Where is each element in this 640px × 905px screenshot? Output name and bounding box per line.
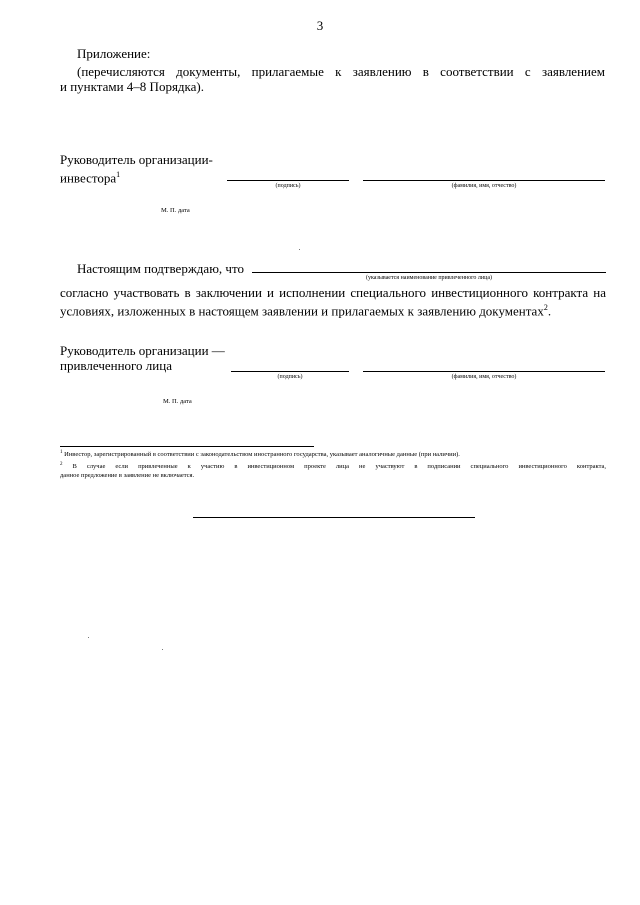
- attracted-entity-caption: (указывается наименование привлеченного лица): [365, 275, 493, 281]
- confirmation-line3-end: .: [547, 303, 552, 319]
- attracted-title-line2: привлеченного лица: [60, 358, 172, 373]
- investor-stamp-date: М. П. дата: [161, 207, 190, 214]
- investor-signature-caption: (подпись): [275, 183, 301, 189]
- attachment-text-line1: (перечисляются документы, прилагаемые к заявлению в соответствии с заявлением: [77, 64, 605, 79]
- investor-title-text: инвестора: [60, 170, 117, 186]
- footnote-1: [60, 448, 606, 459]
- investor-name-caption: (фамилия, имя, отчество): [451, 183, 517, 189]
- investor-footnote-ref: 1: [116, 170, 121, 179]
- scan-speck: [162, 649, 163, 650]
- footnote-2-mark: 2: [60, 462, 63, 467]
- attracted-name-caption: (фамилия, имя, отчество): [451, 374, 517, 380]
- investor-title-line1: Руководитель организации-: [60, 152, 213, 167]
- footnote-2-line2: данное предложение в заявление не включается.: [60, 472, 195, 480]
- scan-speck: [88, 637, 89, 638]
- footnote-1-mark: 1: [60, 450, 63, 455]
- page-number: 3: [316, 18, 324, 33]
- attachment-heading: Приложение:: [77, 46, 151, 61]
- confirmation-line3-text: условиях, изложенных в настоящем заявлении и прилагаемых к заявлению документах: [60, 303, 544, 319]
- footnote-2-line1: В случае если привлеченные к участию в инвестиционном проекте лица не участвуют в подписании специального инвестиционного контракта,: [72, 463, 607, 471]
- footnote-2: [60, 460, 606, 480]
- closing-rule: [193, 517, 475, 518]
- attracted-stamp-date: М. П. дата: [163, 398, 192, 405]
- confirmation-footnote-ref: 2: [543, 303, 548, 312]
- attracted-signature-caption: (подпись): [277, 374, 303, 380]
- attracted-title-line1: Руководитель организации —: [60, 343, 225, 358]
- investor-signature-line: [227, 180, 349, 181]
- attracted-name-line: [363, 371, 605, 372]
- confirmation-line2: согласно участвовать в заключении и исполнении специального инвестиционного контракта на: [60, 285, 606, 300]
- attachment-text-line2: и пунктами 4–8 Порядка).: [60, 79, 205, 94]
- scan-speck: [299, 249, 300, 250]
- attracted-signature-line: [231, 371, 349, 372]
- attracted-entity-name-line: [252, 272, 606, 273]
- investor-title-line2: [60, 167, 120, 185]
- confirmation-line3: [60, 300, 551, 318]
- footnote-1-text: Инвестор, зарегистрированный в соответствии с законодательством иностранного государства, указывает аналогичные данные (при наличии).: [64, 451, 460, 459]
- confirmation-lead: Настоящим подтверждаю, что: [77, 261, 244, 276]
- footnote-separator: [60, 446, 314, 447]
- investor-name-line: [363, 180, 605, 181]
- footnote-2-line1-wrap: [60, 460, 606, 471]
